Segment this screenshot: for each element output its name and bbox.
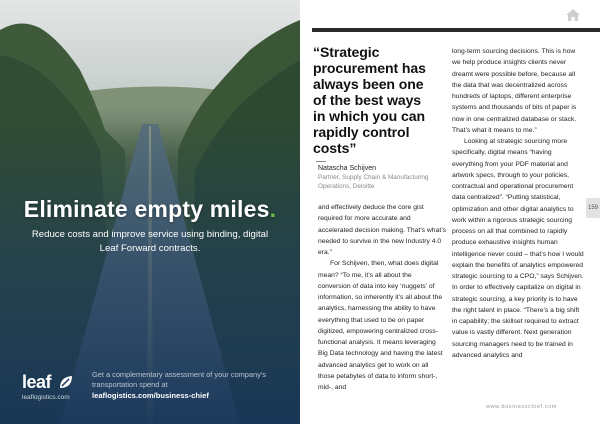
logo-wordmark: leaf	[22, 372, 52, 392]
pull-quote: “Strategic procurement has always been one of the best ways in which you can rapidly control costs”	[313, 44, 426, 156]
advert-headline: Eliminate empty miles.	[23, 196, 277, 222]
article-column-2	[452, 46, 584, 361]
quote-divider	[316, 161, 326, 162]
advert-footer	[0, 370, 300, 410]
home-icon[interactable]	[565, 8, 581, 22]
article-column-1	[318, 202, 446, 393]
leaf-logo[interactable]	[22, 372, 78, 392]
quote-attribution-title: Partner, Supply Chain & Manufacturing Operations, Deloitte	[318, 174, 429, 190]
advert-offer-link[interactable]: leaflogistics.com/business-chief	[92, 391, 209, 400]
advert-subheadline: Reduce costs and improve service using binding, digital Leaf Forward contracts.	[31, 229, 269, 254]
header-rule	[312, 28, 600, 32]
leaf-icon	[58, 374, 74, 390]
article-paragraph: long-term sourcing decisions. This is how we help produce insights clients never dreamt were possible before, because all the data that was decentralized across hundreds of laptops, different enterprise systems and thousands of bits of paper is now in one centralized database or stack. That’s what it means to me.”	[452, 48, 577, 134]
article-paragraph: For Schijven, then, what does digital mean? “To me, it’s all about the conversion of data into key ‘nuggets’ of information, so inherently it’s all about the analytics, harnessing the ability to have everything that used to be on paper digitized, empowering centralized cross-functional analysis. It means leveraging Big Data technology and having the latest advanced analytics get to work on all those petabytes of data to inform short-, mid-, and	[318, 260, 443, 391]
article-paragraph: and effectively deduce the core gist required for more accurate and accelerated decision making. That’s what’s needed to survive in the new Industry 4.0 era.”	[318, 204, 446, 256]
page-number-tab: 159	[586, 198, 600, 218]
footer-url[interactable]: www.businesschief.com	[486, 404, 557, 410]
headline-green-dot: .	[269, 196, 277, 222]
quote-attribution-name: Natascha Schijven	[318, 165, 376, 172]
advert-offer-text: Get a complementary assessment of your company's transportation spend at	[92, 370, 266, 389]
logo-url[interactable]: leaflogistics.com	[22, 394, 70, 401]
article-paragraph: Looking at strategic sourcing more specifically, digital means “having everything from your PDF material and artwork specs, through to your policies, contractual and operational procurement data centralized”. “Putting statistical, optimization and other digital analytics to work within a rigorous strategic sourcing process on all that combined to rapidly produce exhaustive insights human intelligence never could – that’s how I would explain the benefits of analytics empowered strategic sourcing to a CPO,” says Schijven. In order to effectively capitalize on digital in strategic sourcing, a key priority is to have the right talent in place. “There’s a big shift in capability; the skillset required to extract value is vastly different. Next generation sourcing managers need to be trained in advanced analytics and	[452, 138, 584, 359]
